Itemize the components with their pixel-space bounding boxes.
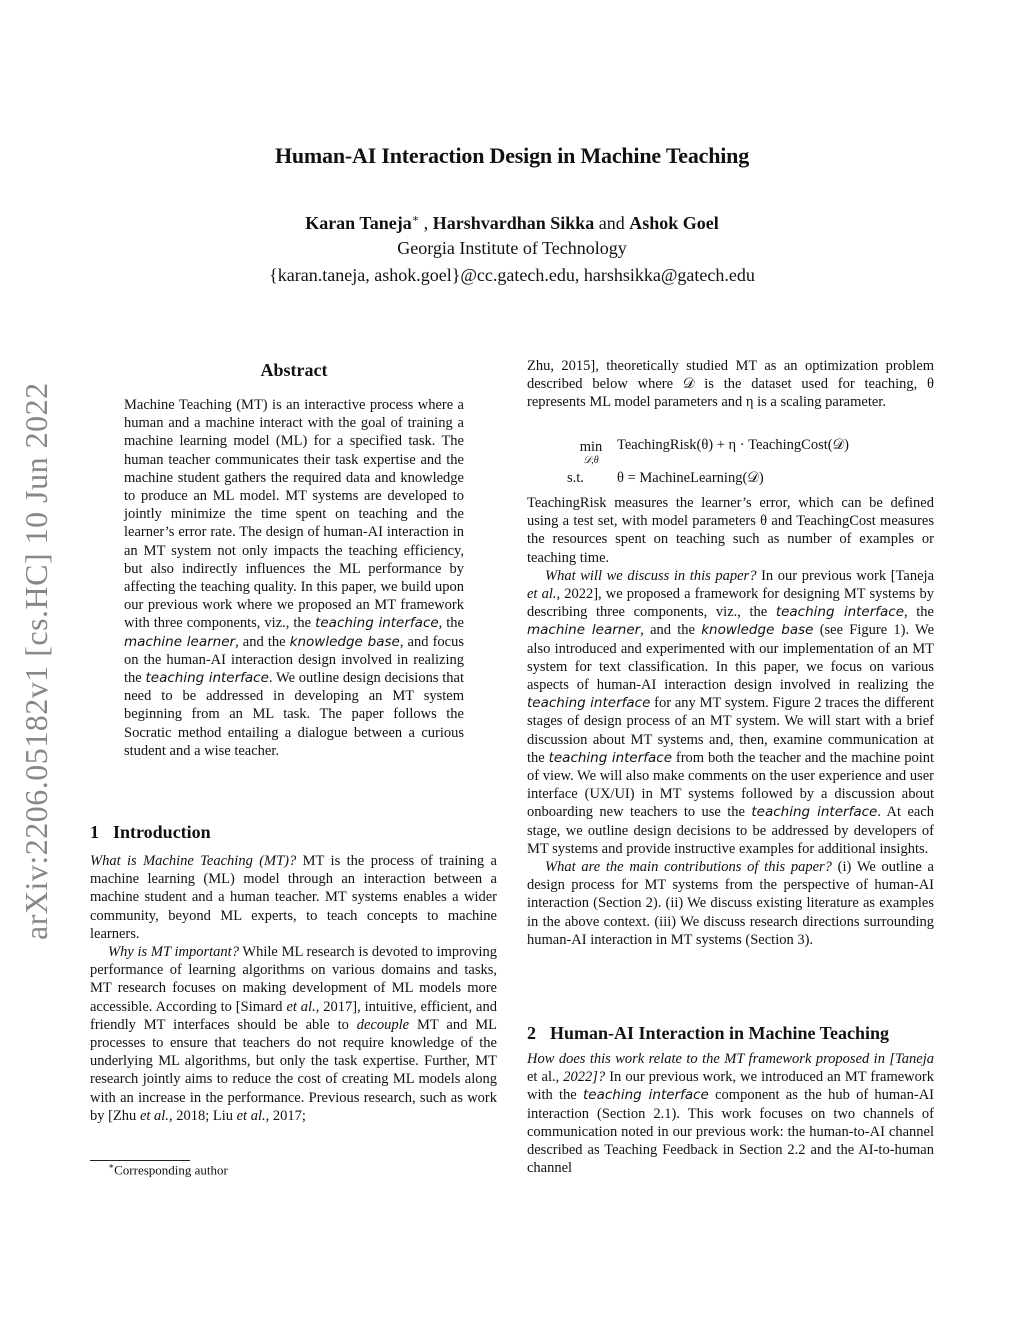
optimization-equation xyxy=(527,434,934,490)
author-name: Ashok Goel xyxy=(629,213,719,233)
section2-body: How does this work relate to the MT framework proposed in [Taneja et al., 2022]? In our previous work, we introduced an MT framework with the teaching interface component as the hub of human-AI interaction (Section 2.1). This work focuses on two channels of communication noted in our previous work: the human-to-AI channel described as Teaching Feedback in Section 2.2 and the AI-to-human channel xyxy=(527,1051,934,1177)
right-column-body: TeachingRisk measures the learner’s error, which can be defined using a test set, with model parameters θ and TeachingCost measures the resources spent on teaching such as number of examples or teaching time. What will we discuss in this paper? In our previous work [Taneja et al., 2022], we proposed a framework for designing MT systems by describing three components, viz., the teaching interface, the machine learner, and the knowledge base (see Figure 1). We also introduced and experimented with our implementation of an MT system for text classification. In this paper, we focus on various aspects of human-AI interaction design involved in realizing the teaching interface for any MT system. Figure 2 traces the different stages of design process of an MT system. We will start with a brief discussion about MT systems and, then, examine communication at the teaching interface from both the teacher and the machine point of view. We will also make comments on the user experience and user interface (UX/UI) in MT systems followed by a discussion about onboarding new teachers to use the teaching interface. At each stage, we outline design decisions to be addressed by developers of MT systems and provide instructive examples for additional insights. What are the main contributions of this paper? (i) We outline a design process for MT systems from the perspective of human-AI interaction (Section 2). (ii) We discuss existing literature as examples in the above context. (iii) We discuss research directions surrounding human-AI interaction in MT systems (Section 3). xyxy=(527,495,935,948)
equation-objective: TeachingRisk(θ) + η · TeachingCost(𝒟) xyxy=(617,437,849,453)
paper-title: Human-AI Interaction Design in Machine Teaching xyxy=(274,143,750,168)
footnote: ∗Corresponding author xyxy=(108,1161,228,1178)
author-name: Karan Taneja xyxy=(305,213,412,233)
author-separator: and xyxy=(598,213,625,233)
abstract-heading: Abstract xyxy=(260,360,328,380)
section-heading-human-ai: 2 Human-AI Interaction in Machine Teaching xyxy=(527,1023,890,1043)
author-name: Harshvardhan Sikka xyxy=(432,213,595,233)
author-list: Karan Taneja∗ , Harshvardhan Sikka and Ashok Goel xyxy=(305,213,719,233)
introduction-body: What is Machine Teaching (MT)? MT is the process of training a machine learning (ML) model through an interaction between a machine student and a human teacher. MT systems enables a wider community, beyond ML experts, to teach concepts to machine learners. Why is MT important? While ML research is devoted to improving performance of learning algorithms on various domains and tasks, MT research focuses on making development of ML models more accessible. According to [Simard et al., 2017], intuitive, efficient, and friendly MT interfaces should be able to decouple MT and ML processes to ensure that teachers do not require knowledge of the underlying ML algorithms, but only the task expertise. Further, MT research jointly aims to reduce the cost of creating ML models along with an increase in the performance. Previous research, such as work by [Zhu et al., 2018; Liu et al., 2017; xyxy=(90,853,497,1124)
author-emails: {karan.taneja, ashok.goel}@cc.gatech.edu, harshsikka@gatech.edu xyxy=(269,265,755,285)
affiliation: Georgia Institute of Technology xyxy=(397,238,627,258)
equation-constraint: θ = MachineLearning(𝒟) xyxy=(617,470,764,486)
equation-subject-to: s.t. xyxy=(567,470,584,486)
right-column-intro: Zhu, 2015], theoretically studied MT as an optimization problem described below where 𝒟 is the dataset used for teaching, θ represents ML model parameters and η is a scaling parameter. xyxy=(527,358,934,411)
abstract-body: Machine Teaching (MT) is an interactive process where a human and a machine interact with the goal of training a machine learning model (ML) for a specified task. The human teacher communicates their task expertise and the machine student gathers the required data and knowledge to produce an ML model. MT systems are developed to jointly minimize the time spent on teaching and the learner’s error rate. The design of human-AI interaction in an MT system not only impacts the teaching efficiency, but also indirectly influences the ML performance by affecting the teaching quality. In this paper, we build upon our previous work where we proposed an MT framework with three components, viz., the teaching interface, the machine learner, and the knowledge base, and focus on the human-AI interaction design involved in realizing the teaching interface. We outline design decisions that need to be addressed in developing an MT system beginning from an ML task. The paper follows the Socratic method entailing a dialogue between a curious student and a wise teacher. xyxy=(124,397,464,759)
arxiv-identifier: arXiv:2206.05182v1 [cs.HC] 10 Jun 2022 xyxy=(18,382,54,940)
equation-min: min 𝒟,θ xyxy=(579,439,603,466)
corresponding-mark: ∗ xyxy=(411,213,420,225)
section-heading-introduction: 1 Introduction xyxy=(90,822,211,842)
